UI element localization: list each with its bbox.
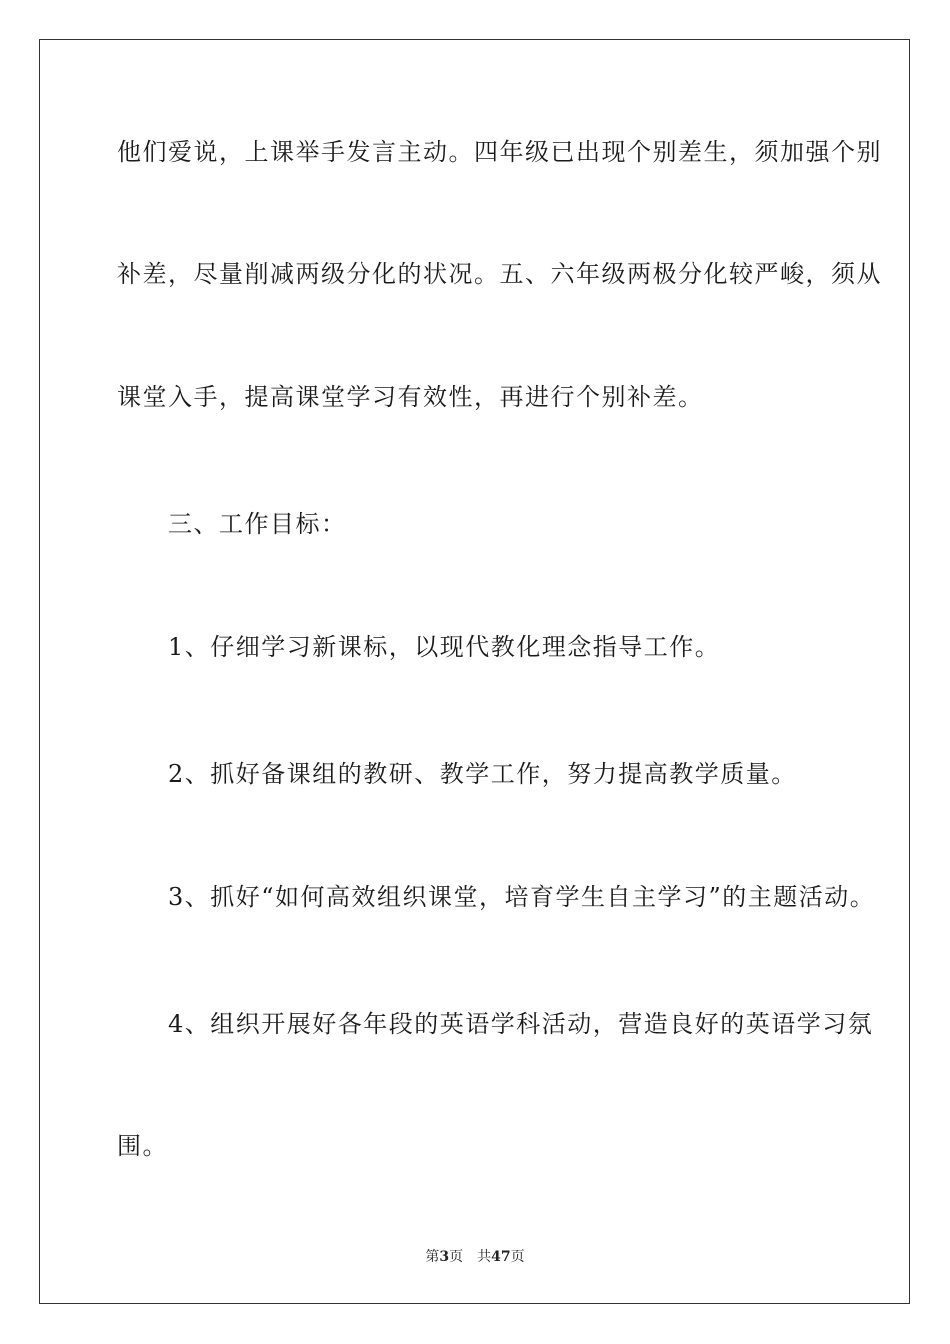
body-text-line-3: 课堂入手，提高课堂学习有效性，再进行个别补差。 — [117, 383, 704, 411]
goal-item-1: 1、仔细学习新课标，以现代教化理念指导工作。 — [117, 633, 721, 661]
body-text-line-2: 补差，尽量削减两级分化的状况。五、六年级两极分化较严峻，须从 — [117, 260, 882, 288]
goal-item-4-continued: 围。 — [117, 1132, 168, 1160]
footer-total-suffix: 页 — [510, 1249, 525, 1265]
body-text-line-1: 他们爱说，上课举手发言主动。四年级已出现个别差生，须加强个别 — [117, 138, 882, 166]
footer-total-prefix: 共 — [477, 1249, 492, 1265]
section-heading-goals: 三、工作目标： — [117, 510, 347, 538]
page-footer — [0, 1248, 950, 1266]
footer-total-pages: 47 — [491, 1249, 511, 1265]
footer-page-suffix: 页 — [449, 1249, 464, 1265]
goal-item-4: 4、组织开展好各年段的英语学科活动，营造良好的英语学习氛 — [117, 1010, 874, 1038]
goal-item-3: 3、抓好“如何高效组织课堂，培育学生自主学习”的主题活动。 — [117, 883, 876, 911]
footer-page-number: 3 — [439, 1249, 450, 1265]
goal-item-2: 2、抓好备课组的教研、教学工作，努力提高教学质量。 — [117, 760, 797, 788]
page-border — [39, 39, 910, 1304]
footer-page-prefix: 第 — [425, 1249, 440, 1265]
